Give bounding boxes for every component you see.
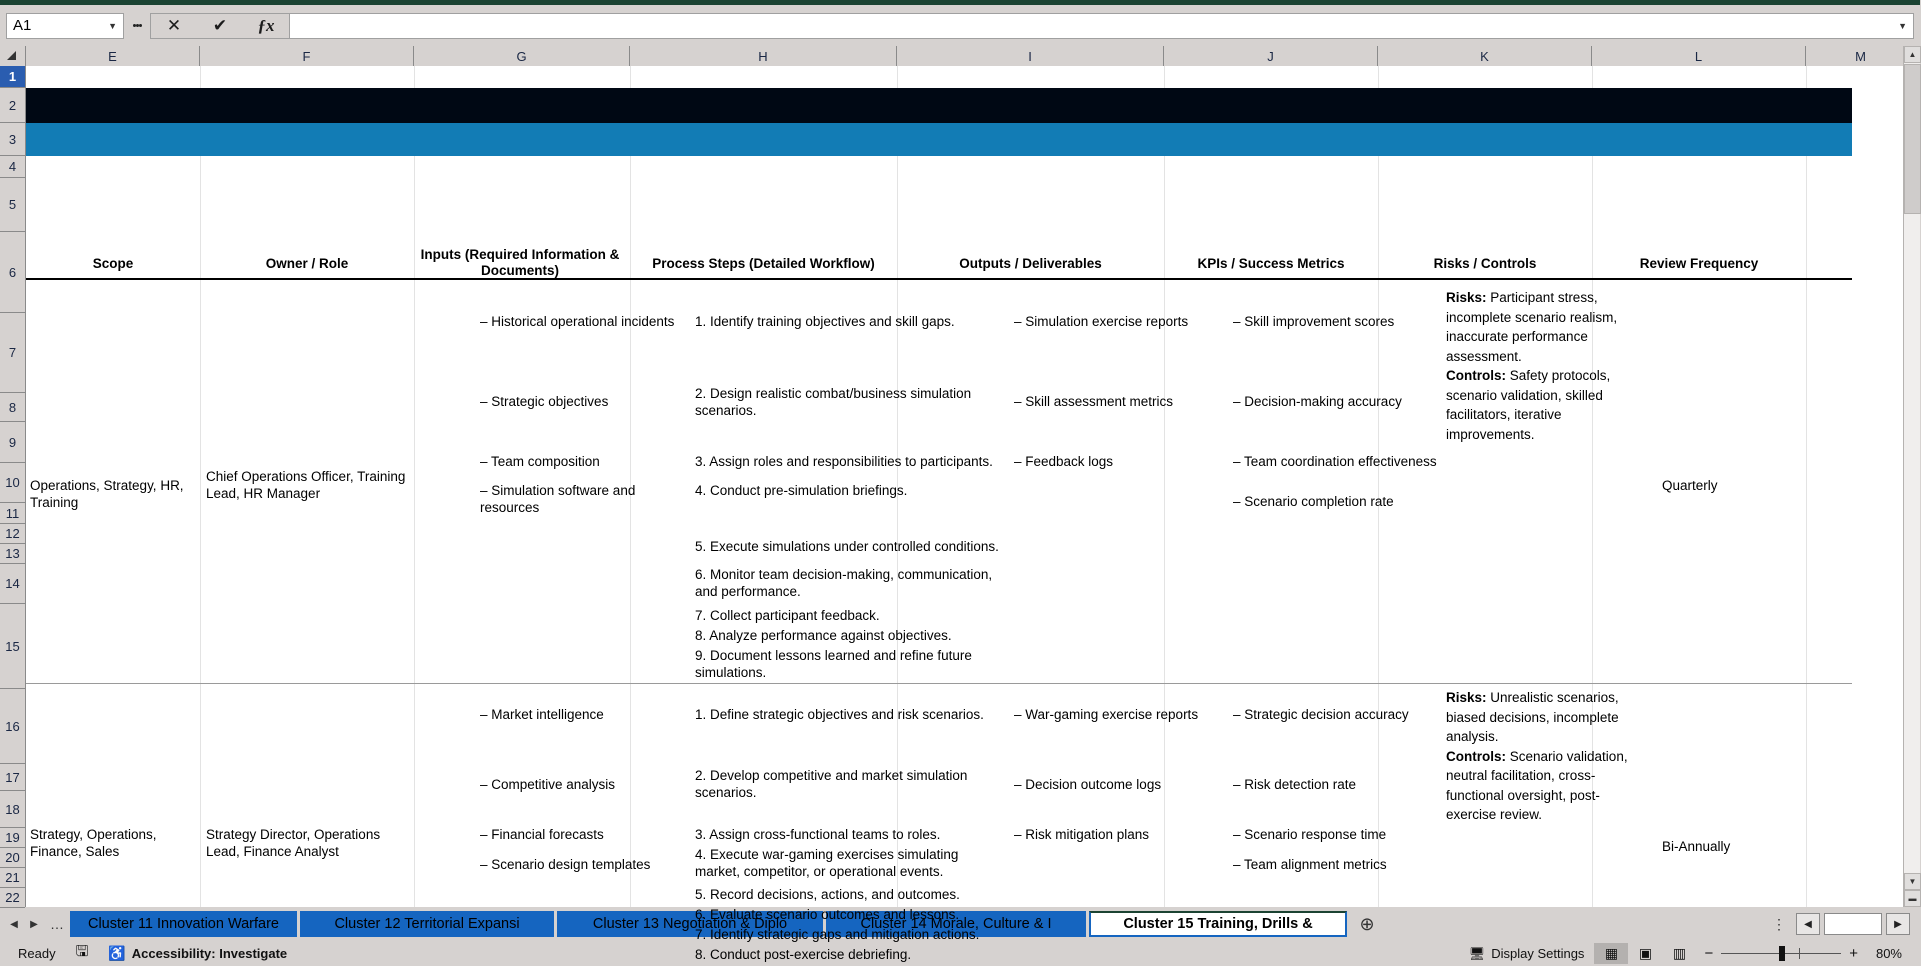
horizontal-scrollbar-track[interactable] bbox=[1824, 913, 1882, 935]
cell-process-row2-7[interactable]: 8. Conduct post-exercise debriefing. bbox=[695, 947, 912, 962]
column-header-K[interactable]: K bbox=[1378, 46, 1592, 66]
book-view-icon[interactable]: ▥ bbox=[1672, 945, 1687, 961]
header-bottom-rule bbox=[26, 278, 1852, 280]
accessibility-label: Accessibility: Investigate bbox=[131, 946, 288, 961]
cell-kpi-row2-0[interactable]: – Strategic decision accuracy bbox=[1233, 707, 1409, 722]
status-state bbox=[8, 941, 66, 966]
row-header-6[interactable]: 6 bbox=[0, 232, 25, 313]
risks-text-row2: Unrealistic scenarios, biased decisions, incomplete analysis. bbox=[1446, 690, 1619, 744]
cell-input-row1-0[interactable]: – Historical operational incidents bbox=[480, 314, 675, 329]
column-header-H[interactable]: H bbox=[630, 46, 897, 66]
page-break-view-icon[interactable]: ▣ bbox=[1638, 945, 1653, 961]
row-header-14[interactable]: 14 bbox=[0, 564, 25, 604]
cell-output-row1-2[interactable]: – Feedback logs bbox=[1014, 454, 1114, 469]
table-header-kpis: KPIs / Success Metrics bbox=[1197, 256, 1345, 271]
row-header-17[interactable]: 17 bbox=[0, 764, 25, 791]
cell-process-row2-5[interactable]: 6. Evaluate scenario outcomes and lessons. bbox=[695, 907, 960, 922]
cell-input-row2-0[interactable]: – Market intelligence bbox=[480, 707, 604, 722]
previous-sheet-icon[interactable]: ◀ bbox=[10, 918, 18, 930]
cell-process-row1-2[interactable]: 3. Assign roles and responsibilities to participants. bbox=[695, 454, 993, 469]
save-status[interactable] bbox=[66, 941, 99, 966]
table-header-process: Process Steps (Detailed Workflow) bbox=[652, 256, 875, 271]
cell-input-row1-2[interactable]: – Team composition bbox=[480, 454, 600, 469]
cell-process-row2-1[interactable]: 2. Develop competitive and market simulation scenarios. bbox=[695, 768, 968, 800]
cell-process-row2-4[interactable]: 5. Record decisions, actions, and outcomes. bbox=[695, 887, 960, 902]
scroll-left-icon[interactable]: ◀ bbox=[1796, 913, 1820, 935]
zoom-level[interactable] bbox=[1866, 941, 1912, 966]
row-header-2[interactable]: 2 bbox=[0, 88, 25, 123]
controls-text-row2: Scenario validation, neutral facilitation, cross-functional oversight, post-exercise review. bbox=[1446, 748, 1628, 822]
cell-kpi-row1-0[interactable]: – Skill improvement scores bbox=[1233, 314, 1395, 329]
cell-scope-row1[interactable]: Operations, Strategy, HR, Training bbox=[30, 478, 184, 510]
sheet-tab-cluster-15[interactable]: Cluster 15 Training, Drills & bbox=[1089, 911, 1347, 937]
scroll-down-icon[interactable]: ▼ bbox=[1904, 873, 1921, 890]
cell-risks-controls-row2[interactable] bbox=[1446, 688, 1631, 825]
cell-kpi-row1-3[interactable]: – Scenario completion rate bbox=[1233, 494, 1394, 509]
cell-owner-row1[interactable]: Chief Operations Officer, Training Lead, HR Manager bbox=[206, 469, 406, 501]
row-header-13[interactable]: 13 bbox=[0, 544, 25, 564]
add-sheet-icon[interactable]: ⊕ bbox=[1359, 913, 1375, 934]
column-header-I[interactable]: I bbox=[897, 46, 1164, 66]
sheet-tab-cluster-13[interactable]: Cluster 13 Negotiation & Diplo bbox=[557, 911, 823, 937]
cell-process-row2-6[interactable]: 7. Identify strategic gaps and mitigation actions. bbox=[695, 927, 980, 942]
cell-output-row1-0[interactable]: – Simulation exercise reports bbox=[1014, 314, 1189, 329]
display-settings-icon: 🖥 bbox=[1468, 945, 1486, 961]
column-header-row bbox=[0, 46, 1920, 66]
check-icon[interactable]: ✔ bbox=[197, 14, 243, 38]
cell-input-row1-3[interactable]: – Simulation software and resources bbox=[480, 483, 636, 515]
cell-scope-row2[interactable]: Strategy, Operations, Finance, Sales bbox=[30, 827, 157, 859]
row-header-8[interactable]: 8 bbox=[0, 393, 25, 422]
row-header-21[interactable]: 21 bbox=[0, 868, 25, 888]
banner-blue-row3 bbox=[26, 123, 1852, 156]
record-separator-rule bbox=[26, 683, 1852, 684]
zoom-slider-track[interactable] bbox=[1721, 953, 1841, 954]
name-box[interactable] bbox=[6, 13, 124, 39]
risks-text-row1: Participant stress, incomplete scenario realism, inaccurate performance assessment. bbox=[1446, 290, 1618, 364]
row-header-18[interactable]: 18 bbox=[0, 791, 25, 828]
row-header-22[interactable]: 22 bbox=[0, 888, 25, 908]
cell-kpi-row1-1[interactable]: – Decision-making accuracy bbox=[1233, 394, 1402, 409]
cell-process-row2-2[interactable]: 3. Assign cross-functional teams to roles. bbox=[695, 827, 941, 842]
cell-kpi-row2-3[interactable]: – Team alignment metrics bbox=[1233, 857, 1387, 872]
sheet-tab-cluster-11[interactable]: Cluster 11 Innovation Warfare bbox=[70, 911, 297, 937]
row-header-column bbox=[0, 66, 26, 907]
cell-review-frequency-row2[interactable]: Bi-Annually bbox=[1662, 839, 1731, 854]
cell-risks-controls-row1[interactable] bbox=[1446, 288, 1631, 444]
cell-process-row1-7[interactable]: 8. Analyze performance against objectives. bbox=[695, 628, 952, 643]
cell-kpi-row2-1[interactable]: – Risk detection rate bbox=[1233, 777, 1357, 792]
cell-output-row1-1[interactable]: – Skill assessment metrics bbox=[1014, 394, 1174, 409]
cell-output-row2-2[interactable]: – Risk mitigation plans bbox=[1014, 827, 1150, 842]
cell-process-row1-1[interactable]: 2. Design realistic combat/business simulation scenarios. bbox=[695, 386, 972, 418]
zoom-level-label: 80% bbox=[1875, 946, 1902, 961]
accessibility-icon: ♿ bbox=[108, 945, 126, 961]
cell-process-row1-3[interactable]: 4. Conduct pre-simulation briefings. bbox=[695, 483, 908, 498]
scroll-up-icon[interactable]: ▲ bbox=[1904, 46, 1921, 63]
column-header-F[interactable]: F bbox=[200, 46, 414, 66]
cell-process-row1-8[interactable]: 9. Document lessons learned and refine future simulations. bbox=[695, 648, 972, 680]
split-view-icon[interactable]: ▬ bbox=[1904, 890, 1921, 907]
cell-process-row2-0[interactable]: 1. Define strategic objectives and risk scenarios. bbox=[695, 707, 984, 722]
formula-bar-buttons bbox=[150, 13, 289, 39]
more-sheets-icon[interactable]: … bbox=[50, 916, 64, 932]
cell-process-row1-5[interactable]: 6. Monitor team decision-making, communication, and performance. bbox=[695, 567, 993, 599]
table-header-review: Review Frequency bbox=[1639, 256, 1759, 271]
column-header-J[interactable]: J bbox=[1164, 46, 1378, 66]
row-header-3[interactable]: 3 bbox=[0, 123, 25, 156]
zoom-out-icon[interactable]: − bbox=[1704, 945, 1714, 962]
row-header-16[interactable]: 16 bbox=[0, 689, 25, 764]
row-header-5[interactable]: 5 bbox=[0, 178, 25, 232]
row-header-1[interactable]: 1 bbox=[0, 66, 25, 88]
cell-process-row1-0[interactable]: 1. Identify training objectives and skill gaps. bbox=[695, 314, 955, 329]
formula-input[interactable] bbox=[289, 13, 1914, 39]
cell-process-row1-6[interactable]: 7. Collect participant feedback. bbox=[695, 608, 880, 623]
name-box-value: A1 bbox=[13, 17, 32, 34]
zoom-slider-knob[interactable] bbox=[1779, 946, 1785, 961]
status-state-label: Ready bbox=[18, 946, 56, 961]
save-status-icon: 🖫 bbox=[75, 943, 89, 960]
risks-label-row2: Risks: bbox=[1446, 690, 1487, 705]
vertical-scrollbar-thumb[interactable] bbox=[1904, 64, 1921, 214]
table-header-outputs: Outputs / Deliverables bbox=[959, 256, 1102, 271]
cell-output-row2-0[interactable]: – War-gaming exercise reports bbox=[1014, 707, 1199, 722]
risks-label-row1: Risks: bbox=[1446, 290, 1487, 305]
row-header-7[interactable]: 7 bbox=[0, 313, 25, 393]
display-settings[interactable] bbox=[1459, 941, 1595, 966]
cell-input-row2-2[interactable]: – Financial forecasts bbox=[480, 827, 604, 842]
controls-label-row2: Controls: bbox=[1446, 748, 1506, 764]
next-sheet-icon[interactable]: ▶ bbox=[30, 918, 38, 930]
table-header-risks: Risks / Controls bbox=[1433, 256, 1537, 271]
banner-black-row2 bbox=[26, 88, 1852, 123]
cell-input-row1-1[interactable]: – Strategic objectives bbox=[480, 394, 609, 409]
controls-text-row1: Safety protocols, scenario validation, skilled facilitators, iterative improvements. bbox=[1446, 368, 1611, 442]
cell-input-row2-3[interactable]: – Scenario design templates bbox=[480, 857, 651, 872]
sheet-tab-cluster-14[interactable]: Cluster 14 Morale, Culture & I bbox=[826, 911, 1086, 937]
cell-owner-row2[interactable]: Strategy Director, Operations Lead, Finance Analyst bbox=[206, 827, 381, 859]
row-header-19[interactable]: 19 bbox=[0, 828, 25, 848]
table-header-inputs: Inputs (Required Information & Documents) bbox=[420, 247, 620, 278]
vertical-scrollbar[interactable] bbox=[1903, 46, 1920, 907]
formula-bar bbox=[0, 5, 1920, 46]
normal-view-icon[interactable]: ▦ bbox=[1594, 943, 1628, 964]
cell-review-frequency-row1[interactable]: Quarterly bbox=[1662, 478, 1718, 493]
cell-process-row2-3[interactable]: 4. Execute war-gaming exercises simulating market, competitor, or operational events. bbox=[695, 847, 959, 879]
close-icon[interactable]: ✕ bbox=[151, 14, 197, 38]
cell-process-row1-4[interactable]: 5. Execute simulations under controlled conditions. bbox=[695, 539, 999, 554]
controls-label-row1: Controls: bbox=[1446, 368, 1506, 383]
chevron-down-icon[interactable]: ▼ bbox=[108, 20, 117, 31]
column-header-G[interactable]: G bbox=[414, 46, 630, 66]
formula-bar-menu-icon[interactable] bbox=[124, 13, 150, 39]
zoom-slider[interactable] bbox=[1704, 945, 1858, 962]
column-header-M[interactable]: M bbox=[1806, 46, 1916, 66]
chevron-down-icon[interactable]: ▼ bbox=[1898, 20, 1907, 31]
cell-kpi-row1-2[interactable]: – Team coordination effectiveness bbox=[1233, 454, 1437, 469]
cell-output-row2-1[interactable]: – Decision outcome logs bbox=[1014, 777, 1162, 792]
cell-input-row2-1[interactable]: – Competitive analysis bbox=[480, 777, 616, 792]
row-header-12[interactable]: 12 bbox=[0, 524, 25, 544]
row-header-9[interactable]: 9 bbox=[0, 422, 25, 463]
row-header-10[interactable]: 10 bbox=[0, 463, 25, 503]
display-settings-label: Display Settings bbox=[1491, 946, 1585, 961]
row-header-11[interactable]: 11 bbox=[0, 503, 25, 524]
row-header-20[interactable]: 20 bbox=[0, 848, 25, 868]
table-header-owner: Owner / Role bbox=[265, 256, 349, 271]
select-all-corner[interactable] bbox=[0, 46, 26, 66]
row-header-4[interactable]: 4 bbox=[0, 156, 25, 178]
sheet-options-menu-icon[interactable]: ⋮ bbox=[1772, 915, 1786, 932]
row-header-15[interactable]: 15 bbox=[0, 604, 25, 689]
zoom-in-icon[interactable]: + bbox=[1849, 945, 1858, 962]
cell-kpi-row2-2[interactable]: – Scenario response time bbox=[1233, 827, 1387, 842]
column-header-L[interactable]: L bbox=[1592, 46, 1806, 66]
sheet-tab-cluster-12[interactable]: Cluster 12 Territorial Expansi bbox=[300, 911, 554, 937]
column-header-E[interactable]: E bbox=[26, 46, 200, 66]
table-header-scope: Scope bbox=[92, 256, 134, 271]
fx-icon[interactable]: ƒx bbox=[243, 14, 289, 38]
scroll-right-icon[interactable]: ▶ bbox=[1886, 913, 1910, 935]
accessibility-status[interactable] bbox=[98, 941, 297, 966]
zoom-slider-midpoint bbox=[1799, 948, 1800, 959]
